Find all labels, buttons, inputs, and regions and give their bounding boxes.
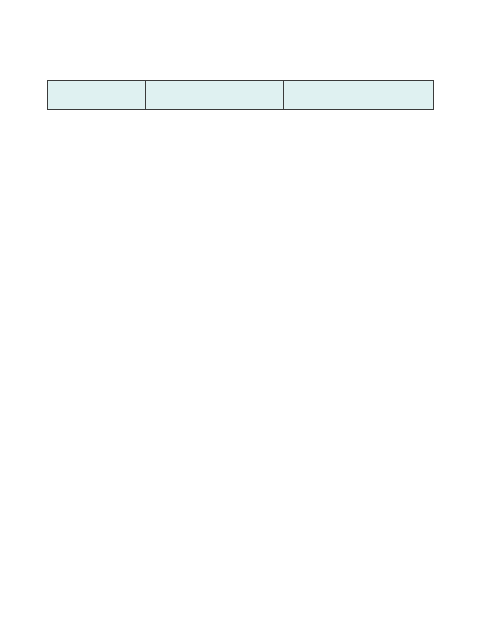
decorative-border-bottom [0, 605, 480, 621]
decorative-border-right [464, 0, 480, 621]
decorative-border-top [0, 0, 480, 16]
table-header-row [48, 81, 434, 110]
header-example [284, 81, 434, 110]
decorative-border-left [0, 0, 16, 621]
question-words-table [47, 80, 434, 110]
header-question-words [48, 81, 146, 110]
header-used-for [146, 81, 284, 110]
